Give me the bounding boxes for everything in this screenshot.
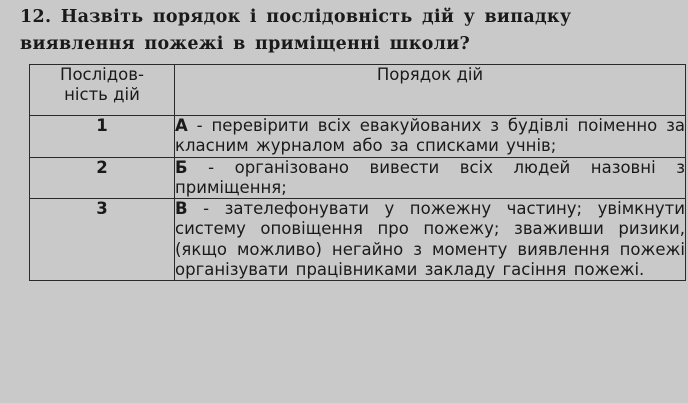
question-text bbox=[20, 4, 680, 58]
header-actions: Порядок дій bbox=[175, 65, 686, 116]
steps-table bbox=[29, 64, 686, 281]
row-action bbox=[175, 157, 686, 199]
action-letter: А bbox=[175, 116, 188, 135]
question-line-1: 12. Назвіть порядок і послідовність дій у випадку bbox=[20, 7, 572, 27]
header-sequence-line-2: ність дій bbox=[64, 85, 140, 105]
action-text: - перевірити всіх евакуйованих з будівлі поіменно за класним журналом або за списками учнів; bbox=[175, 116, 685, 156]
row-number: 1 bbox=[30, 116, 175, 158]
table-row bbox=[30, 199, 686, 281]
row-number: 2 bbox=[30, 157, 175, 199]
row-action bbox=[175, 116, 686, 158]
action-text: - зателефонувати у пожежну частину; увімкнути систему оповіщення про пожежу; зваживши ризики, (якщо можливо) негайно з моменту виявлення пожежі організувати працівниками закладу гасіння пожежі. bbox=[175, 199, 685, 280]
action-letter: Б bbox=[175, 157, 188, 177]
table-row bbox=[30, 116, 686, 158]
table-header-row bbox=[30, 65, 686, 116]
question-line-2: виявлення пожежі в приміщенні школи? bbox=[20, 34, 471, 54]
header-sequence bbox=[30, 65, 175, 116]
header-sequence-line-1: Послідов- bbox=[60, 65, 144, 84]
row-action bbox=[175, 199, 686, 281]
action-text: - організовано вивести всіх людей назовні з приміщення; bbox=[175, 157, 685, 197]
action-letter: В bbox=[175, 199, 188, 219]
row-number: 3 bbox=[30, 199, 175, 281]
table-row bbox=[30, 157, 686, 199]
